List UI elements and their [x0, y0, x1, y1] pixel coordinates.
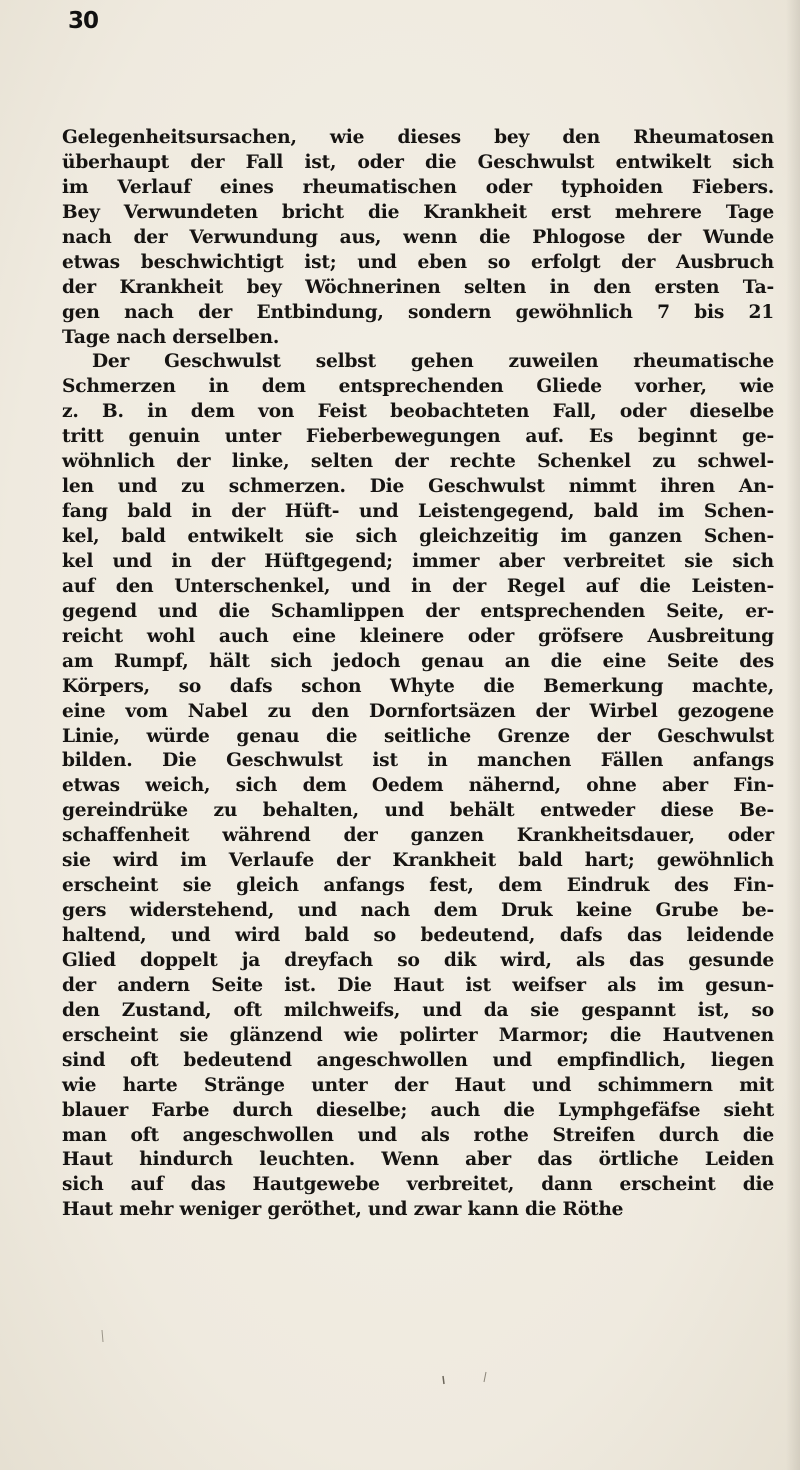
text-line: len und zu schmerzen. Die Geschwulst nimmt ihren An-: [62, 476, 774, 498]
text-line: bilden. Die Geschwulst ist in manchen Fällen anfangs: [62, 750, 774, 772]
text-line: auf den Unterschenkel, und in der Regel auf die Leisten-: [62, 575, 774, 597]
text-line: haltend, und wird bald so bedeutend, dafs das leidende: [62, 925, 774, 946]
ink-speck: [443, 1376, 444, 1384]
text-line: reicht wohl auch eine kleinere oder gröfsere Ausbreitung: [62, 625, 774, 647]
text-line: schaffenheit während der ganzen Krankheitsdauer, oder: [62, 825, 774, 847]
text-line: Haut mehr weniger geröthet, und zwar kann die Röthe: [62, 1199, 624, 1221]
text-line: sie wird im Verlaufe der Krankheit bald hart; gewöhnlich: [62, 850, 774, 872]
text-line: der andern Seite ist. Die Haut ist weifser als im gesun-: [62, 974, 774, 996]
text-line: im Verlauf eines rheumatischen oder typhoiden Fiebers.: [62, 176, 774, 198]
text-line: gers widerstehend, und nach dem Druk keine Grube be-: [62, 900, 774, 922]
text-line: gegend und die Schamlippen der entsprechenden Seite, er-: [62, 600, 774, 622]
text-line: eine vom Nabel zu den Dornfortsäzen der Wirbel gezogene: [62, 700, 774, 722]
ink-speck: [102, 1330, 103, 1342]
text-line: etwas beschwichtigt ist; und eben so erfolgt der Ausbruch: [62, 251, 774, 273]
text-line: Gelegenheitsursachen, wie dieses bey den Rheumatosen: [62, 127, 774, 148]
page-edge-shadow: [786, 0, 800, 1470]
text-line: überhaupt der Fall ist, oder die Geschwulst entwikelt sich: [62, 151, 774, 173]
text-line: der Krankheit bey Wöchnerinen selten in den ersten Ta-: [62, 276, 774, 298]
text-line: man oft angeschwollen und als rothe Streifen durch die: [62, 1124, 774, 1146]
text-line: Tage nach derselben.: [62, 326, 280, 348]
text-line: Glied doppelt ja dreyfach so dik wird, als das gesunde: [62, 949, 774, 971]
ink-speck: [484, 1372, 486, 1382]
text-line: am Rumpf, hält sich jedoch genau an die eine Seite des: [62, 650, 774, 672]
text-line: sich auf das Hautgewebe verbreitet, dann erscheint die: [62, 1174, 774, 1196]
text-line: blauer Farbe durch dieselbe; auch die Lymphgefäfse sieht: [62, 1099, 774, 1121]
text-line: Schmerzen in dem entsprechenden Gliede vorher, wie: [62, 376, 774, 398]
text-line: Haut hindurch leuchten. Wenn aber das örtliche Leiden: [62, 1149, 774, 1171]
text-line: gereindrüke zu behalten, und behält entweder diese Be-: [62, 800, 774, 822]
text-line: wie harte Stränge unter der Haut und schimmern mit: [62, 1074, 774, 1096]
text-line: Der Geschwulst selbst gehen zuweilen rheumatische: [92, 351, 774, 373]
text-line: den Zustand, oft milchweifs, und da sie gespannt ist, so: [62, 999, 774, 1021]
text-line: Linie, würde genau die seitliche Grenze der Geschwulst: [62, 725, 774, 747]
text-line: z. B. in dem von Feist beobachteten Fall, oder dieselbe: [62, 401, 774, 423]
text-line: sind oft bedeutend angeschwollen und empfindlich, liegen: [62, 1049, 774, 1071]
text-line: Bey Verwundeten bricht die Krankheit erst mehrere Tage: [62, 201, 774, 223]
text-line: Körpers, so dafs schon Whyte die Bemerkung machte,: [62, 675, 774, 697]
text-line: gen nach der Entbindung, sondern gewöhnlich 7 bis 21: [62, 301, 774, 323]
text-line: kel, bald entwikelt sie sich gleichzeitig im ganzen Schen-: [62, 526, 774, 547]
text-line: wöhnlich der linke, selten der rechte Schenkel zu schwel-: [62, 451, 774, 473]
text-line: erscheint sie gleich anfangs fest, dem Eindruk des Fin-: [62, 875, 774, 897]
text-line: etwas weich, sich dem Oedem nähernd, ohne aber Fin-: [62, 775, 774, 797]
body-text: [62, 126, 774, 1223]
text-line: kel und in der Hüftgegend; immer aber verbreitet sie sich: [62, 550, 774, 572]
text-line: tritt genuin unter Fieberbewegungen auf. Es beginnt ge-: [62, 426, 774, 448]
page-number: 30: [68, 8, 99, 34]
text-line: nach der Verwundung aus, wenn die Phlogose der Wunde: [62, 226, 774, 248]
text-line: erscheint sie glänzend wie polirter Marmor; die Hautvenen: [62, 1024, 774, 1046]
text-line: fang bald in der Hüft- und Leistengegend, bald im Schen-: [62, 501, 774, 523]
